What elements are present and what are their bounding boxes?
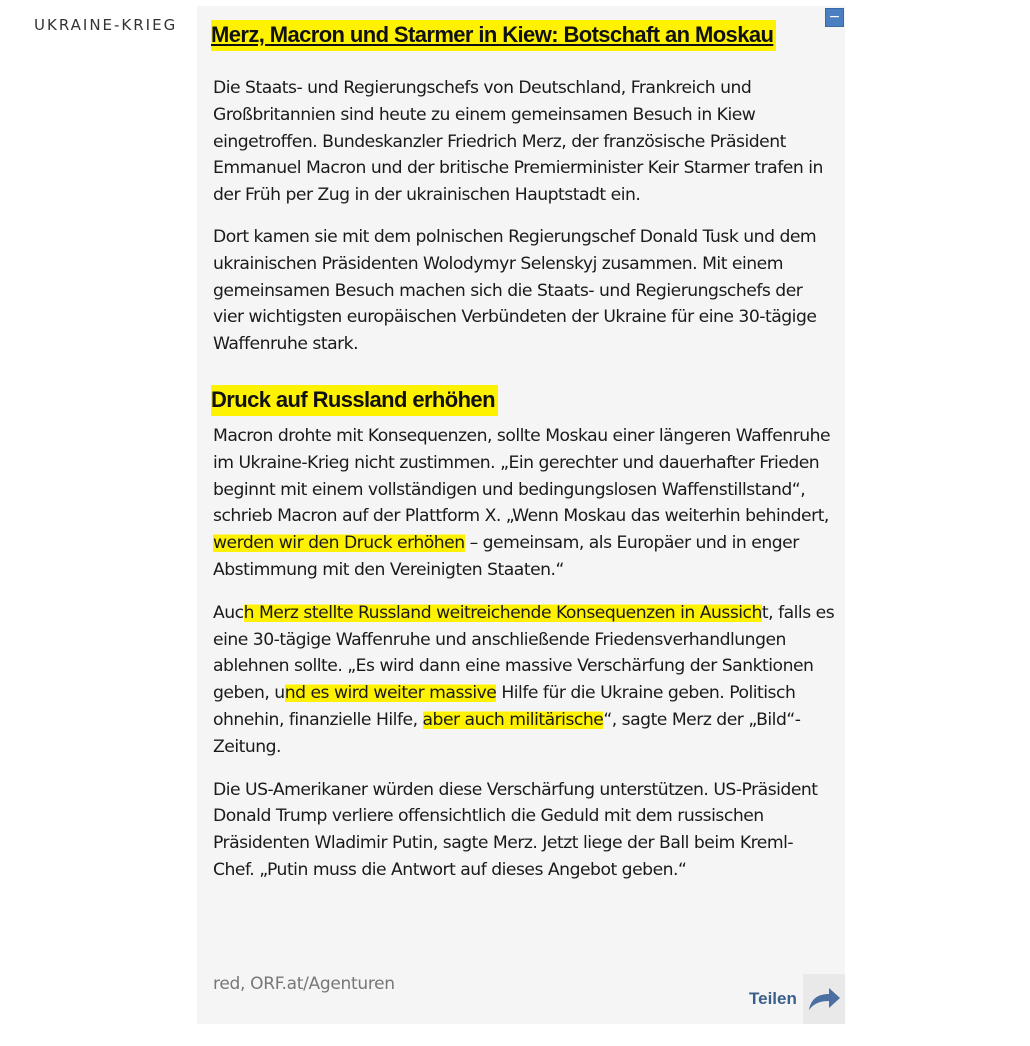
highlight-2: h Merz stellte Russland weitreichende Konsequenzen in Aussich [243,602,762,623]
article-headline[interactable]: Merz, Macron und Starmer in Kiew: Botschaft an Moskau [211,20,776,51]
minus-icon: − [828,9,841,25]
share-button[interactable]: Teilen [749,989,797,1008]
share-control[interactable] [749,974,845,1024]
paragraph-2: Dort kamen sie mit dem polnischen Regierungschef Donald Tusk und dem ukrainischen Präsidenten Wolodymyr Selenskyj zusammen. Mit einem gemeinsamen Besuch machen sich die Staats- und Regierungschefs der vier wichtigsten europäischen Verbündeten der Ukraine für eine 30-tägige Waffenruhe stark. [213,226,817,355]
highlight-1: werden wir den Druck erhöhen [213,533,465,554]
highlight-3: nd es wird weiter massive [284,683,497,704]
share-arrow-icon[interactable] [803,974,845,1024]
source-credit: red, ORF.at/Agenturen [213,974,395,994]
subheading-wrap [213,387,829,423]
article-card [197,6,845,1024]
paragraph-4: Auch Merz stellte Russland weitreichende Konsequenzen in Aussicht, falls es eine 30-tägige Waffenruhe und anschließende Friedensverhandlungen ablehnen sollte. „Es wird dann eine massive Verschärfung der Sanktionen geben, und es wird weiter massive Hilfe für die Ukraine geben. Politisch ohnehin, finanzielle Hilfe, aber auch militärische“, sagte Merz der „Bild“-Zeitung. [213,602,835,757]
paragraph-1: Die Staats- und Regierungschefs von Deutschland, Frankreich und Großbritannien sind heute zu einem gemeinsamen Besuch in Kiew eingetroffen. Bundeskanzler Friedrich Merz, der französische Präsident Emmanuel Macron und der britische Premierminister Keir Starmer trafen in der Früh per Zug in der ukrainischen Hauptstadt ein. [213,78,823,206]
headline-wrap [213,22,829,56]
paragraph-3: Macron drohte mit Konsequenzen, sollte Moskau einer längeren Waffenruhe im Ukraine-Krieg nicht zustimmen. „Ein gerechter und dauerhafter Frieden beginnt mit einem vollständigen und bedingungslosen Waffenstillstand“, schrieb Macron auf der Plattform X. „Wenn Moskau das weiterhin behindert, werden wir den Druck erhöhen – gemeinsam, als Europäer und in enger Abstimmung mit den Vereinigten Staaten.“ [213,425,831,580]
highlight-4: aber auch militärische [422,709,604,730]
subheading: Druck auf Russland erhöhen [213,387,498,412]
collapse-button[interactable] [825,8,844,27]
category-label: UKRAINE-KRIEG [34,16,178,34]
paragraph-5: Die US-Amerikaner würden diese Verschärfung unterstützen. US-Präsident Donald Trump verliere offensichtlich die Geduld mit dem russischen Präsidenten Wladimir Putin, sagte Merz. Jetzt liege der Ball beim Kreml-Chef. „Putin muss die Antwort auf dieses Angebot geben.“ [213,779,818,880]
